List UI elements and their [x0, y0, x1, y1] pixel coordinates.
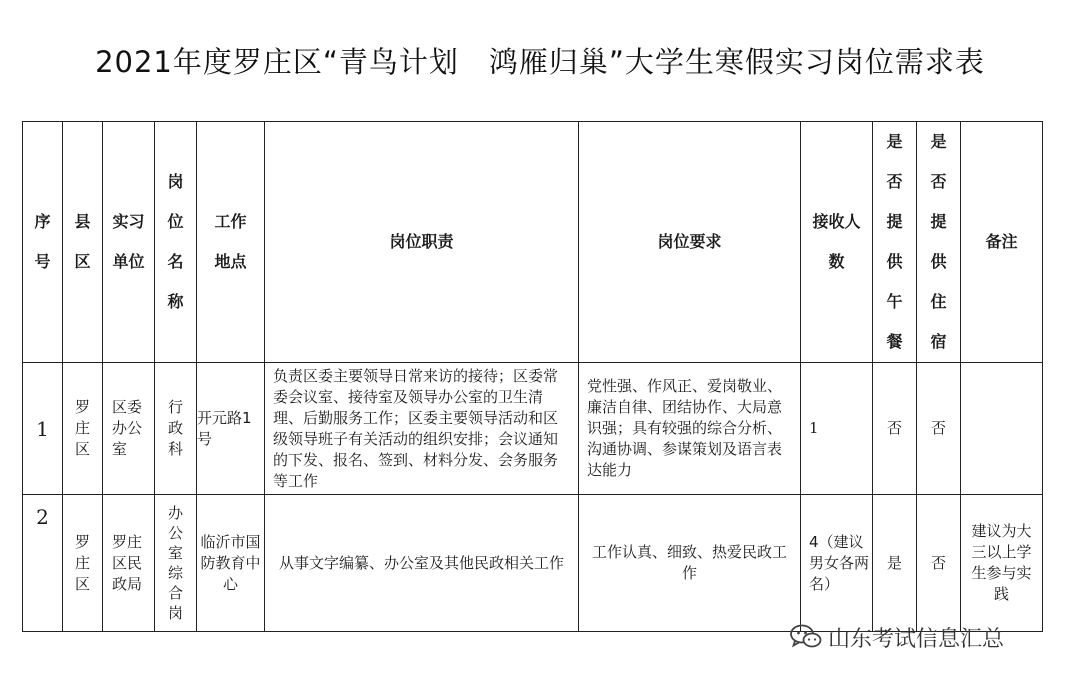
- header-lunch: 是否提供午餐: [886, 132, 903, 351]
- row-requirements: 工作认真、细致、热爱民政工作: [579, 495, 801, 632]
- row-lodging: 否: [917, 363, 961, 495]
- header-requirements: 岗位要求: [579, 122, 801, 363]
- row-post: 办公室综合岗: [167, 503, 183, 622]
- header-post: 岗位名称: [167, 172, 184, 311]
- header-remarks: 备注: [961, 122, 1043, 363]
- row-duties: 负责区委主要领导日常来访的接待；区委常委会议室、接待室及领导办公室的卫生清理、后勤服务工作；区委主要领导活动和区级领导班子有关活动的组织安排；会议通知的下发、报名、签到、材料分发、会务服务等工作: [265, 363, 579, 495]
- row-county: 罗庄区: [74, 398, 90, 458]
- watermark-text: 山东考试信息汇总: [828, 626, 1005, 652]
- table-row: [23, 363, 1043, 495]
- row-count: 4（建议男女各两名）: [801, 495, 873, 632]
- wechat-icon: [790, 624, 822, 650]
- row-unit: 罗庄区民政局: [112, 532, 143, 593]
- header-duties: 岗位职责: [265, 122, 579, 363]
- row-location: 临沂市国防教育中心: [200, 532, 261, 593]
- row-location: 开元路1号: [197, 408, 252, 448]
- row-post: 行政科: [167, 398, 183, 458]
- header-unit: 实习单位: [112, 212, 145, 271]
- internship-table: [22, 121, 1043, 632]
- row-seq: 2: [23, 495, 63, 632]
- table-row: [23, 495, 1043, 632]
- header-lodging: 是否提供住宿: [930, 132, 947, 351]
- row-seq: 1: [23, 363, 63, 495]
- row-lunch: 是: [873, 495, 917, 632]
- row-lunch: 否: [873, 363, 917, 495]
- row-county: 罗庄区: [74, 532, 90, 593]
- header-location: 工作地点: [214, 212, 247, 271]
- row-unit: 区委办公室: [112, 398, 143, 458]
- header-county: 县区: [74, 212, 91, 271]
- row-duties: 从事文字编纂、办公室及其他民政相关工作: [265, 495, 579, 632]
- row-count: 1: [801, 363, 873, 495]
- row-lodging: 否: [917, 495, 961, 632]
- page-title: 2021年度罗庄区“青鸟计划 鸿雁归巢”大学生寒假实习岗位需求表: [95, 45, 985, 79]
- header-row: [23, 122, 1043, 363]
- header-count: 接收人数: [812, 212, 861, 271]
- header-seq: 序号: [34, 212, 51, 271]
- row-remarks: 建议为大三以上学生参与实践: [961, 495, 1043, 632]
- row-requirements: 党性强、作风正、爱岗敬业、廉洁自律、团结协作、大局意识强；具有较强的综合分析、沟通协调、参谋策划及语言表达能力: [579, 363, 801, 495]
- row-remarks: [961, 363, 1043, 495]
- watermark: [790, 622, 1004, 652]
